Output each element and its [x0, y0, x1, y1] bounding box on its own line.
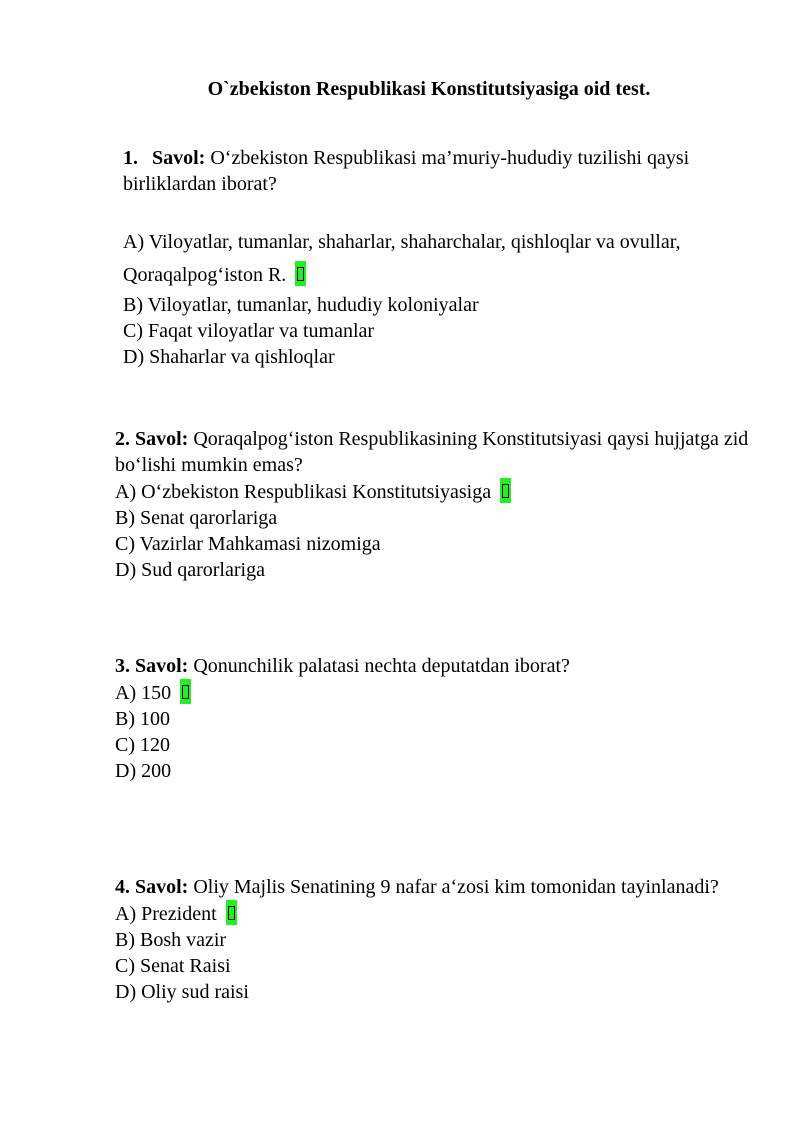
answer-options: [115, 900, 755, 1005]
correct-answer-marker-icon: [180, 679, 191, 704]
option-d: D) Sud qarorlariga: [115, 559, 265, 581]
correct-answer-marker-icon: [226, 900, 237, 925]
option-a: [115, 900, 755, 927]
question-label: Savol:: [135, 876, 189, 898]
option-b: B) Viloyatlar, tumanlar, hududiy koloniyalar: [123, 294, 479, 316]
question-label: Savol:: [135, 655, 189, 677]
answer-options: [123, 226, 763, 370]
page-title: O`zbekiston Respublikasi Konstitutsiyasiga oid test.: [207, 78, 651, 100]
question-2: [115, 426, 755, 583]
correct-answer-marker-icon: [500, 478, 511, 503]
option-b: B) 100: [115, 708, 170, 730]
question-number: 1.: [123, 147, 138, 169]
question-text: [115, 653, 755, 679]
question-1: [123, 145, 763, 370]
question-body: Oliy Majlis Senatining 9 nafar a‘zosi kim tomonidan tayinlanadi?: [193, 876, 719, 898]
option-c: C) Faqat viloyatlar va tumanlar: [123, 320, 375, 342]
question-body: Qonunchilik palatasi nechta deputatdan iborat?: [193, 655, 570, 677]
question-number: 2.: [115, 428, 130, 450]
question-4: [115, 874, 755, 1005]
question-3: [115, 653, 755, 784]
question-number: 4.: [115, 876, 130, 898]
option-d: D) 200: [115, 760, 172, 782]
option-text: A) 150: [115, 682, 172, 704]
question-body: O‘zbekiston Respublikasi ma’muriy-hududiy tuzilishi qaysi birliklardan iborat?: [123, 147, 690, 195]
option-c: C) Vazirlar Mahkamasi nizomiga: [115, 533, 381, 555]
answer-options: [115, 478, 755, 583]
option-c: C) Senat Raisi: [115, 955, 231, 977]
option-text: A) O‘zbekiston Respublikasi Konstitutsiyasiga: [115, 481, 492, 503]
option-a: [115, 679, 755, 706]
question-label: Savol:: [135, 428, 189, 450]
question-label: Savol:: [152, 147, 206, 169]
correct-answer-marker-icon: [295, 261, 306, 286]
option-d: D) Oliy sud raisi: [115, 981, 249, 1003]
option-d: D) Shaharlar va qishloqlar: [123, 346, 335, 368]
option-b: B) Bosh vazir: [115, 929, 227, 951]
option-b: B) Senat qarorlariga: [115, 507, 278, 529]
option-a: [123, 226, 763, 292]
question-text: [115, 874, 755, 900]
option-text: A) Prezident: [115, 903, 217, 925]
question-body: Qoraqalpog‘iston Respublikasining Konstitutsiyasi qaysi hujjatga zid bo‘lishi mumkin emas?: [115, 428, 749, 476]
option-a: [115, 478, 755, 505]
question-text: [123, 145, 763, 197]
option-text: A) Viloyatlar, tumanlar, shaharlar, shaharchalar, qishloqlar va ovullar, Qoraqalpog‘iston R.: [123, 231, 681, 286]
question-text: [115, 426, 755, 478]
option-c: C) 120: [115, 734, 170, 756]
answer-options: [115, 679, 755, 784]
question-number: 3.: [115, 655, 130, 677]
